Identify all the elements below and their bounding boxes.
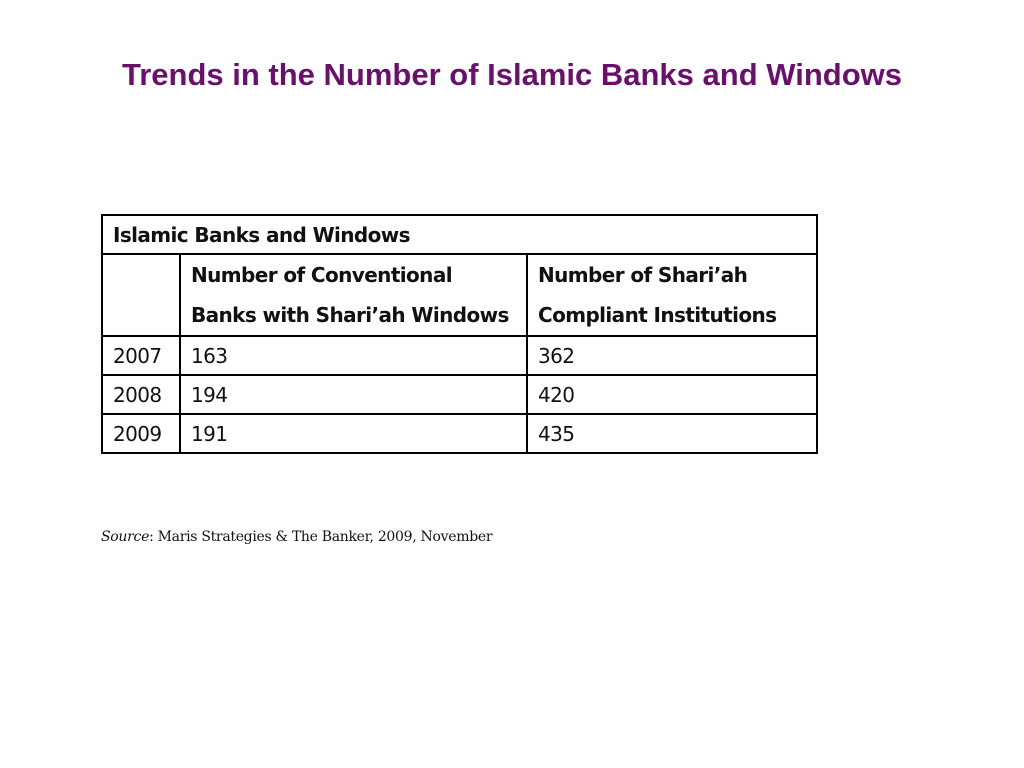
- conventional-header-line-2: Banks with Shari’ah Windows: [191, 303, 509, 327]
- source-note: [101, 529, 492, 545]
- conventional-windows-cell: 191: [180, 414, 527, 453]
- slide-title: Trends in the Number of Islamic Banks and Windows: [121, 57, 903, 92]
- table-row: [102, 414, 817, 453]
- shariah-compliant-cell: 420: [527, 375, 817, 414]
- shariah-compliant-column-header: [527, 254, 817, 336]
- table-row: [102, 375, 817, 414]
- islamic-banks-table: [101, 214, 818, 454]
- shariah-compliant-cell: 362: [527, 336, 817, 375]
- table-caption: Islamic Banks and Windows: [102, 215, 817, 254]
- year-cell: 2008: [102, 375, 180, 414]
- conventional-windows-column-header: [180, 254, 527, 336]
- conventional-windows-cell: 163: [180, 336, 527, 375]
- conventional-header-line-1: Number of Conventional: [191, 263, 452, 287]
- table-header-row: [102, 254, 817, 336]
- year-cell: 2009: [102, 414, 180, 453]
- year-column-header: [102, 254, 180, 336]
- source-text: : Maris Strategies & The Banker, 2009, November: [149, 529, 493, 545]
- year-cell: 2007: [102, 336, 180, 375]
- table-row: [102, 336, 817, 375]
- shariah-compliant-cell: 435: [527, 414, 817, 453]
- shariah-header-line-1: Number of Shari’ah: [538, 263, 748, 287]
- shariah-header-line-2: Compliant Institutions: [538, 303, 777, 327]
- source-label: Source: [101, 529, 150, 545]
- conventional-windows-cell: 194: [180, 375, 527, 414]
- table-caption-row: [102, 215, 817, 254]
